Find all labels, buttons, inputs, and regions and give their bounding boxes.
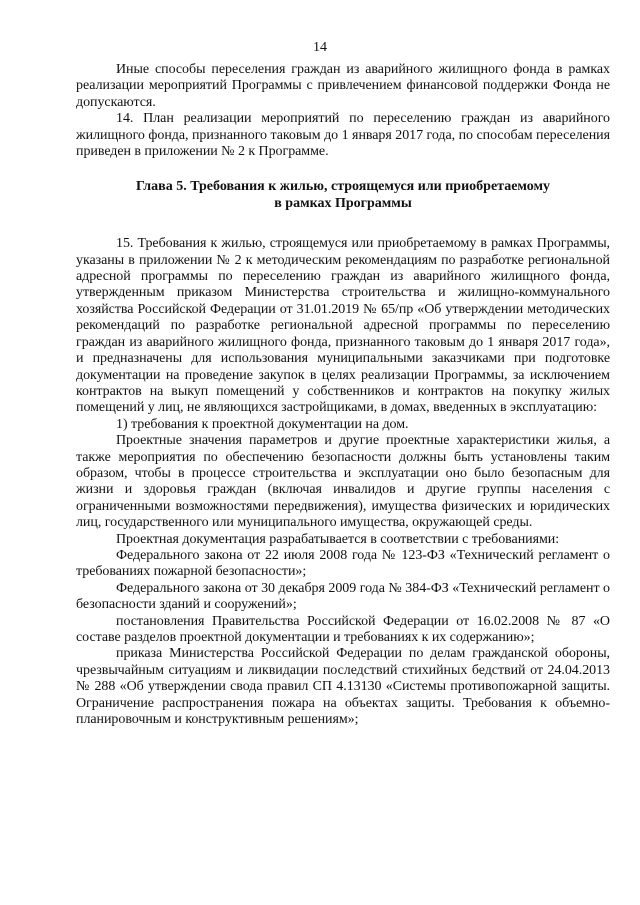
- paragraph-law-384-fz: Федерального закона от 30 декабря 2009 года № 384-ФЗ «Технический регламент о безопасности зданий и сооружений»;: [76, 580, 610, 613]
- paragraph-law-123-fz: Федерального закона от 22 июля 2008 года № 123-ФЗ «Технический регламент о требованиях пожарной безопасности»;: [76, 547, 610, 580]
- paragraph-design-parameters: Проектные значения параметров и другие проектные характеристики жилья, а также мероприятия по обеспечению безопасности должны быть установлены таким образом, чтобы в процессе строительства и эксплуатации оно было безопасным для жизни и здоровья граждан (включая инвалидов и другие группы населения с ограниченными возможностями передвижения), имущества физических и юридических лиц, государственного или муниципального имущества, окружающей среды.: [76, 433, 610, 531]
- paragraph-15: 15. Требования к жилью, строящемуся или приобретаемому в рамках Программы, указаны в приложении № 2 к методическим рекомендациям по разработке региональной адресной программы по переселению граждан из аварийного жилищного фонда, утвержденным приказом Министерства строительства и жилищно-коммунального хозяйства Российской Федерации от 31.01.2019 № 65/пр «Об утверждении методических рекомендаций по разработке региональной адресной программы по переселению граждан из аварийного жилищного фонда, признанного таковым до 1 января 2017 года», и предназначены для использования муниципальными заказчиками при подготовке документации на проведение закупок в целях реализации Программы, за исключением контрактов на выкуп помещений у собственников и контрактов на покупку жилых помещений у лиц, не являющихся застройщиками, в домах, введенных в эксплуатацию:: [76, 236, 610, 416]
- paragraph-resolution-87: постановления Правительства Российской Федерации от 16.02.2008 № 87 «О составе разделов проектной документации и требованиях к их содержанию»;: [76, 613, 610, 645]
- chapter-heading-line-1: Глава 5. Требования к жилью, строящемуся или приобретаемому: [135, 179, 551, 195]
- paragraph-order-288: приказа Министерства Российской Федерации по делам гражданской обороны, чрезвычайным ситуациям и ликвидации последствий стихийных бедствий от 24.04.2013 № 288 «Об утверждении свода правил СП 4.13130 «Системы противопожарной защиты. Ограничение распространения пожара на объектах защиты. Требования к объемно-планировочным и конструктивным решениям»;: [76, 646, 610, 728]
- document-body: [76, 62, 610, 728]
- chapter-heading-line-2: в рамках Программы: [274, 195, 412, 211]
- paragraph-other-methods: Иные способы переселения граждан из аварийного жилищного фонда в рамках реализации мероприятий Программы с привлечением финансовой поддержки Фонда не допускаются.: [76, 62, 610, 110]
- chapter-heading: [76, 179, 610, 212]
- paragraph-item-1: 1) требования к проектной документации на дом.: [116, 416, 409, 432]
- paragraph-14: 14. План реализации мероприятий по переселению граждан из аварийного жилищного фонда, признанного таковым до 1 января 2017 года, по способам переселения приведен в приложении № 2 к Программе.: [76, 111, 610, 160]
- page-number: 14: [313, 40, 327, 55]
- paragraph-design-requirements-intro: Проектная документация разрабатывается в соответствии с требованиями:: [116, 531, 560, 547]
